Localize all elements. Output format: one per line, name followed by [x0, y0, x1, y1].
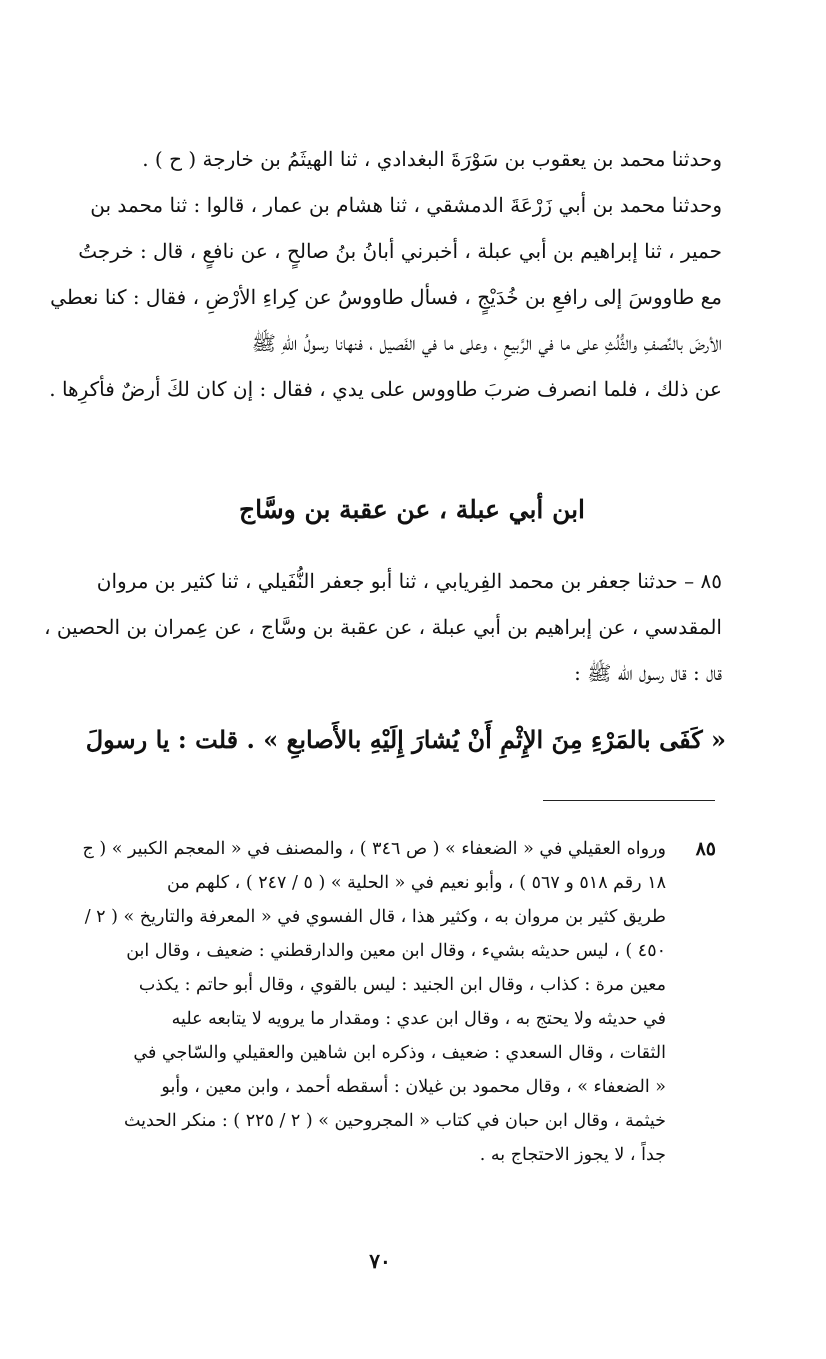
text-line: قال : قال رسول الله ﷺ : [574, 661, 722, 685]
text-line: ٨٥ – حدثنا جعفر بن محمد الفِريابي ، ثنا أبو جعفر النُّفَيلي ، ثنا كثير بن مروان [96, 569, 722, 593]
text-line: عن ذلك ، فلما انصرف ضربَ طاووس على يدي ، فقال : إن كان لكَ أرضٌ فأكرِها . [49, 377, 722, 401]
footnote-line: ١٨ رقم ٥١٨ و ٥٦٧ ) ، وأبو نعيم في « الحلية » ( ٥ / ٢٤٧ ) ، كلهم من [166, 873, 666, 893]
footnote-line: ورواه العقيلي في « الضعفاء » ( ص ٣٤٦ ) ، والمصنف في « المعجم الكبير » ( ج [82, 839, 666, 859]
text-line: حمير ، ثنا إبراهيم بن أبي عبلة ، أخبرني أبانُ بنُ صالحٍ ، عن نافعٍ ، قال : خرجتُ [78, 239, 722, 263]
hadith-85-paragraph [42, 558, 722, 696]
text-line: المقدسي ، عن إبراهيم بن أبي عبلة ، عن عقبة بن وسَّاج ، عن عِمران بن الحصين ، [44, 615, 722, 639]
footnote-line: الثقات ، وقال السعدي : ضعيف ، وذكره ابن شاهين والعقيلي والسّاجي في [133, 1043, 666, 1063]
footnote-line: خيثمة ، وقال ابن حبان في كتاب « المجروحين » ( ٢ / ٢٢٥ ) : منكر الحديث [124, 1111, 666, 1131]
hadith-quote: « كَفَى بالمَرْءِ مِنَ الإِثْمِ أَنْ يُشارَ إِلَيْهِ بالأَصابعِ » . قلت : يا رسولَ [85, 725, 726, 754]
footnote-text [44, 832, 666, 1172]
section-heading: ابن أبي عبلة ، عن عقبة بن وسَّاج [238, 495, 586, 524]
footnote-line: جداً ، لا يجوز الاحتجاج به . [479, 1145, 666, 1165]
footnote-line: معين مرة : كذاب ، وقال ابن الجنيد : ليس بالقوي ، وقال أبو حاتم : يكذب [138, 975, 666, 995]
footnote-number: ٨٥ [695, 838, 716, 860]
page-number: ٧٠ [369, 1249, 391, 1273]
text-line: وحدثنا محمد بن أبي زَرْعَةَ الدمشقي ، ثنا هشام بن عمار ، قالوا : ثنا محمد بن [90, 193, 722, 217]
intro-paragraph [42, 136, 722, 412]
footnote-line: « الضعفاء » ، وقال محمود بن غيلان : أسقطه أحمد ، وابن معين ، وأبو [161, 1077, 666, 1097]
footnote-line: ٤٥٠ ) ، ليس حديثه بشيء ، وقال ابن معين والدارقطني : ضعيف ، وقال ابن [126, 941, 666, 961]
text-line: مع طاووسَ إلى رافعِ بن خُدَيْجٍ ، فسأل طاووسُ عن كِراءِ الأرْضِ ، فقال : كنا نعطي [50, 285, 722, 309]
text-line: الأرضَ بالنِّصفِ والثُّلُثِ على ما في الرَّبيعِ ، وعلى ما في الفَصيل ، فنهانا رسولُ اللهِ ﷺ [251, 331, 722, 355]
footnote-line: طريق كثير بن مروان به ، وكثير هذا ، قال الفسوي في « المعرفة والتاريخ » ( ٢ / [84, 907, 666, 927]
text-line: وحدثنا محمد بن يعقوب بن سَوْرَةَ البغدادي ، ثنا الهيثَمُ بن خارجة ( ح ) . [142, 147, 722, 171]
footnote-line: في حديثه ولا يحتج به ، وقال ابن عدي : ومقدار ما يرويه لا يتابعه عليه [171, 1009, 666, 1029]
footnote-divider [543, 800, 715, 801]
